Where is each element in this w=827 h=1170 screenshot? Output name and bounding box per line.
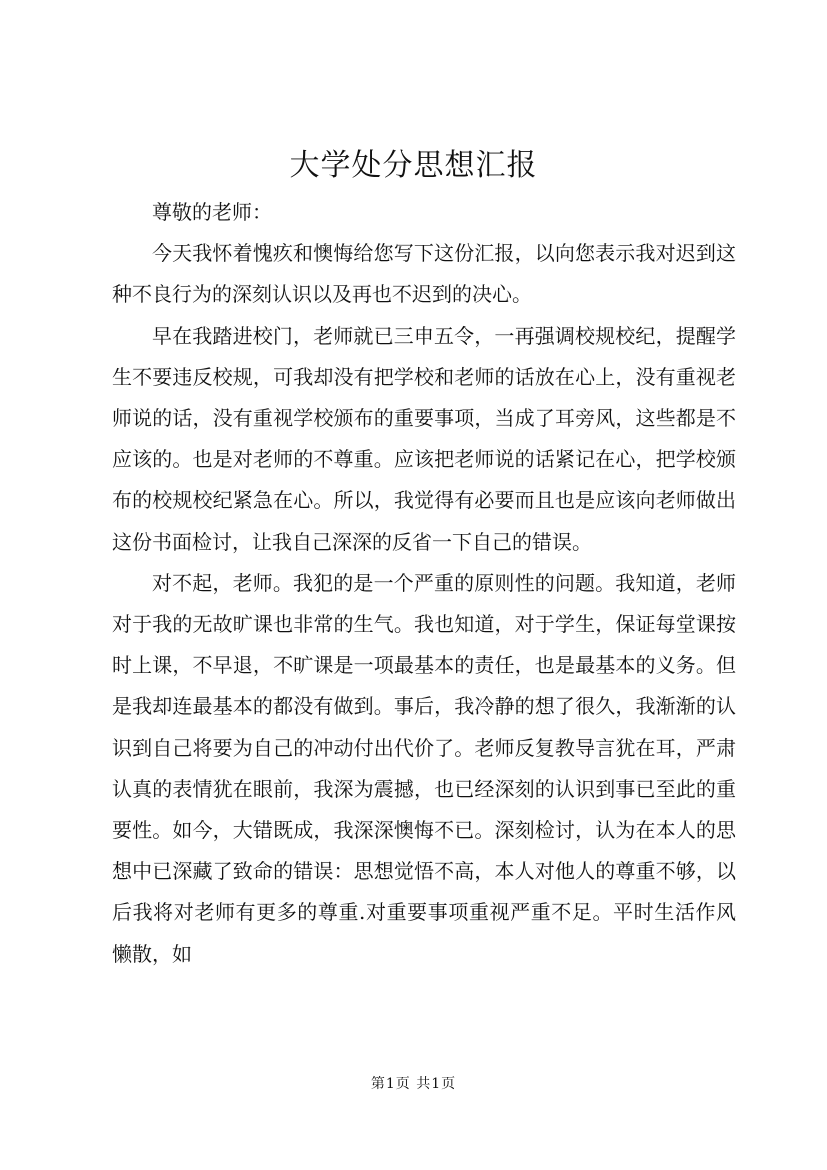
page-number-footer: 第1页 共1页 [370,1076,457,1092]
salutation: 尊敬的老师： [152,200,272,224]
document-title: 大学处分思想汇报 [289,148,538,183]
paragraph-2: 早在我踏进校门，老师就已三申五令，一再强调校规校纪，提醒学生不要违反校规，可我却没有把学校和老师的话放在心上，没有重视老师说的话，没有重视学校颁布的重要事项，当成了耳旁风，这些都是不应该的。也是对老师的不尊重。应该把老师说的话紧记在心，把学校颁布的校规校纪紧急在心。所以，我觉得有必要而且也是应该向老师做出这份书面检讨，让我自己深深的反省一下自己的错误。 [112,323,736,554]
paragraph-1: 今天我怀着愧疚和懊悔给您写下这份汇报，以向您表示我对迟到这种不良行为的深刻认识以及再也不迟到的决心。 [112,241,736,307]
paragraph-3: 对不起，老师。我犯的是一个严重的原则性的问题。我知道，老师对于我的无故旷课也非常的生气。我也知道，对于学生，保证每堂课按时上课，不早退，不旷课是一项最基本的责任，也是最基本的义务。但是我却连最基本的都没有做到。事后，我冷静的想了很久，我渐渐的认识到自己将要为自己的冲动付出代价了。老师反复教导言犹在耳，严肃认真的表情犹在眼前，我深为震撼，也已经深刻的认识到事已至此的重要性。如今，大错既成，我深深懊悔不已。深刻检讨，认为在本人的思想中已深藏了致命的错误：思想觉悟不高，本人对他人的尊重不够，以后我将对老师有更多的尊重.对重要事项重视严重不足。平时生活作风懒散，如 [112,570,736,966]
document-body [112,192,736,975]
